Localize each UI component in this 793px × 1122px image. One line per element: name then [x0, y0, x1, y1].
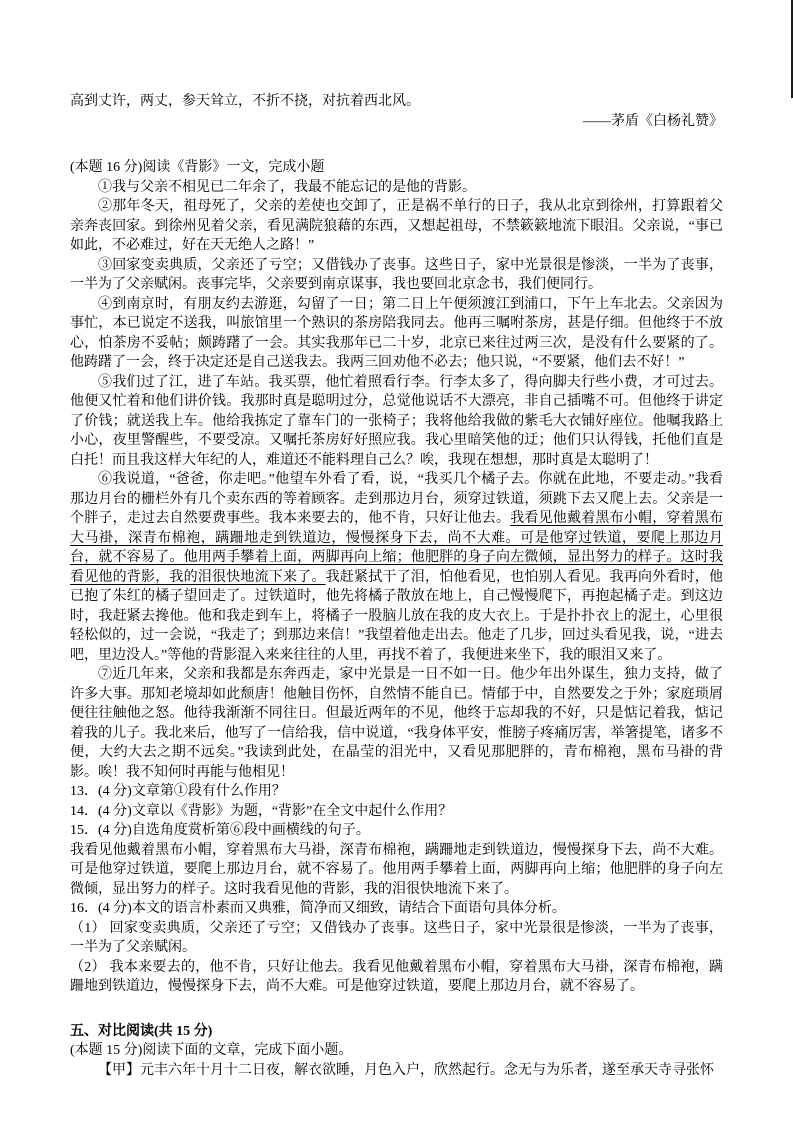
question-quote: （1） 回家变卖典质，父亲还了亏空；又借钱办了丧事。这些日子，家中光景很是惨淡，一半为了丧事，一半为了父亲赋闲。 [70, 920, 723, 955]
question-item: 14．(4 分)文章以《背影》为题，“背影”在全文中起什么作用？ [70, 803, 453, 819]
essay-paragraphs [70, 178, 723, 783]
reading-intro: (本题 16 分)阅读《背影》一文，完成小题 [70, 160, 325, 175]
essay-paragraph [70, 373, 723, 471]
text-segment: ⑤我们过了江，进了车站。我买票，他忙着照看行李。行李太多了，得向脚夫行些小费，才可过去。他便又忙着和他们讲价钱。我那时真是聪明过分，总觉他说话不大漂亮，非自己插嘴不可。但他终于讲定了价钱；就送我上车。他给我拣定了靠车门的一张椅子；我将他给我做的紫毛大衣铺好座位。他嘱我路上小心，夜里警醒些，不要受凉。又嘱托茶房好好照应我。我心里暗笑他的迂；他们只认得钱，托他们直是白托！而且我这样大年纪的人，难道还不能料理自己么？唉，我现在想想，那时真是太聪明了！ [70, 374, 723, 468]
question-item: 15．(4 分)自选角度赏析第⑥段中画横线的句子。 [70, 823, 370, 838]
text-segment: ④到南京时，有朋友约去游逛，勾留了一日；第二日上午便须渡江到浦口，下午上车北去。父亲因为事忙，本已说定不送我，叫旅馆里一个熟识的茶房陪我同去。他再三嘱咐茶房，甚是仔细。但他终于不放心，怕茶房不妥帖；颇踌躇了一会。其实我那年已二十岁，北京已来往过两三次，是没有什么要紧的了。他踌躇了一会，终于决定还是自己送我去。我两三回劝他不必去；他只说，“不要紧，他们去不好！” [70, 296, 723, 370]
attribution: ——茅盾《白杨礼赞》 [583, 113, 723, 129]
text-segment: ⑥我说道，“爸爸，你走吧。”他望车外看了看，说，“我买几个橘子去。你就在此地，不要走动。”我看那边月台的栅栏外有几个卖东西的等着顾客。走到那边月台，须穿过铁道，须跳下去又爬上去。父亲是一个胖子，走过去自然要费事些。我本来要去的，他不肯，只好让他去。 [70, 472, 723, 526]
text-segment: ③回家变卖典质，父亲还了亏空；又借钱办了丧事。这些日子，家中光景很是惨淡，一半为了丧事，一半为了父亲赋闲。丧事完毕，父亲要到南京谋事，我也要回北京念书，我们便同行。 [70, 257, 723, 292]
question-list [70, 782, 723, 997]
question-item: 13．(4 分)文章第①段有什么作用？ [70, 784, 286, 799]
text-segment: ①我与父亲不相见已二年余了，我最不能忘记的是他的背影。 [98, 179, 476, 195]
text-segment: 我赶紧拭干了泪，怕他看见，也怕别人看见。我再向外看时，他已抱了朱红的橘子望回走了。过铁道时，他先将橘子散放在地上，自己慢慢爬下，再抱起橘子走。到这边时，我赶紧去搀他。他和我走到车上，将橘子一股脑儿放在我的皮大衣上。于是扑扑衣上的泥土，心里很轻松似的，过一会说，“我走了；到那边来信！”我望着他走出去。他走了几步，回过头看见我，说，“进去吧，里边没人。”等他的背影混入来来往往的人里，再找不着了，我便进来坐下，我的眼泪又来了。 [70, 569, 724, 663]
text-segment: ⑦近几年来，父亲和我都是东奔西走，家中光景是一日不如一日。他少年出外谋生，独力支持，做了许多大事。那知老境却如此颓唐！他触目伤怀，自然情不能自已。情郁于中，自然要发之于外；家庭琐屑便往往触他之怒。他待我渐渐不同往日。但最近两年的不见，他终于忘却我的不好，只是惦记着我，惦记着我的儿子。我北来后，他写了一信给我，信中说道，“我身体平安，惟膀子疼痛厉害，举箸提笔，诸多不便，大约大去之期不远矣。”我读到此处，在晶莹的泪光中，又看见那肥胖的，青布棉袍，黑布马褂的背影。唉！我不知何时再能与他相见！ [70, 667, 723, 780]
question-item: 16．(4 分)本文的语言朴素而又典雅，简净而又细致，请结合下面语句具体分析。 [70, 901, 566, 916]
essay-paragraph [70, 665, 723, 782]
essay-paragraph [70, 197, 723, 256]
underlined-sentence: 我看见他戴着黑布小帽，穿着黑布大马褂，深青布棉袍，蹒跚地走到铁道边，慢慢探身下去，尚不大难。可是他穿过铁道，要爬上那边月台，就不容易了。他用两手攀着上面，两脚再向上缩；他肥胖的身子向左微倾，显出努力的样子。这时我看见他的背影，我的泪很快地流下来了。 [70, 511, 724, 585]
question-quote: （2） 我本来要去的，他不肯，只好让他去。我看见他戴着黑布小帽，穿着黑布大马褂，深青布棉袍，蹒跚地到铁道边，慢慢探身下去，尚不大难。可是他穿过铁道，要爬上那边月台，就不容易了。 [70, 959, 723, 994]
section-intro: (本题 15 分)阅读下面的文章，完成下面小题。 [70, 1043, 353, 1058]
passage-jia: 【甲】元丰六年十月十二日夜，解衣欲睡，月色入户，欣然起行。念无与为乐者，遂至承天寺寻张怀 [98, 1062, 714, 1078]
essay-paragraph [70, 295, 723, 373]
essay-paragraph [70, 178, 723, 198]
section-title: 五、对比阅读(共 15 分) [70, 1023, 213, 1039]
essay-paragraph [70, 256, 723, 295]
essay-paragraph [70, 470, 723, 665]
text-segment: ②那年冬天，祖母死了，父亲的差使也交卸了，正是祸不单行的日子，我从北京到徐州，打算跟着父亲奔丧回家。到徐州见着父亲，看见满院狼藉的东西，又想起祖母，不禁簌簌地流下眼泪。父亲说，“事已如此，不必难过，好在天无绝人之路！” [70, 199, 723, 253]
question-quote: 我看见他戴着黑布小帽，穿着黑布大马褂，深青布棉袍，蹒跚地走到铁道边，慢慢探身下去，尚不大难。可是他穿过铁道，要爬上那边月台，就不容易了。他用两手攀着上面，两脚再向上缩；他肥胖的身子向左微倾，显出努力的样子。这时我看见他的背影，我的泪很快地流下来了。 [70, 842, 723, 897]
prose-closing-line: 高到丈许，两丈，参天耸立，不折不挠，对抗着西北风。 [70, 94, 420, 109]
